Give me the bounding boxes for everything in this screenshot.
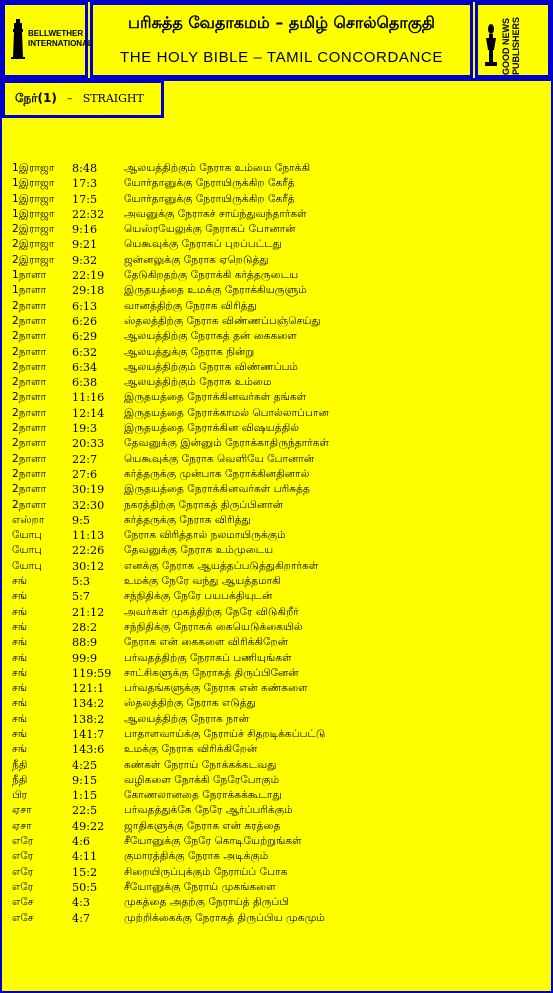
entry-reference: 143:6 (72, 743, 105, 757)
entry-text: ஆலயத்திற்கு நேராக நான் (124, 712, 249, 725)
entry-text: இருதயத்தை நேராக்கினவர்கள் தங்கள் (124, 391, 307, 404)
entry-reference: 30:19 (72, 483, 105, 497)
entry-book: சங் (12, 636, 28, 649)
entry-text: ஆலயத்திற்கும் நேராக உம்மை நோக்கி (124, 162, 311, 174)
list-item (12, 849, 542, 864)
entry-reference: 9:16 (72, 223, 98, 237)
list-item (12, 467, 542, 482)
entry-text: சீயோனுக்கு நேராய் முகங்களை (124, 880, 276, 893)
list-item (12, 268, 542, 283)
entry-book: எஸ்றா (12, 513, 45, 526)
entry-reference: 141:7 (72, 727, 105, 741)
list-item (12, 666, 542, 681)
list-item (12, 421, 542, 436)
entry-reference: 32:30 (72, 498, 105, 512)
entry-text: முகத்தை அதற்கு நேராய்த் திருப்பி (124, 896, 290, 909)
entry-text: ஸ்தலத்திற்கு நேராக எடுத்து (124, 697, 256, 710)
entry-book: 1இராஜா (12, 177, 55, 190)
entry-book: 2நாளா (12, 406, 47, 419)
headword-box (2, 80, 164, 118)
entry-text: யோர்தானுக்கு நேராயிருக்கிற கேரீத் (124, 177, 295, 190)
entry-book: 2நாளா (12, 498, 47, 511)
entry-reference: 15:2 (72, 865, 98, 879)
entry-book: நீதி (12, 773, 28, 786)
entry-book: ஏசா (12, 804, 32, 817)
entry-reference: 22:26 (72, 544, 105, 558)
entry-text: தேடுகிறதற்கு நேராக்கி கர்த்தருடைய (124, 269, 299, 282)
entry-book: 1நாளா (12, 284, 47, 297)
list-item (12, 605, 542, 620)
entry-reference: 22:32 (72, 207, 105, 221)
entry-book: சங் (12, 743, 28, 756)
entry-reference: 9:5 (72, 513, 91, 527)
bellwether-logo (2, 2, 93, 78)
entry-reference: 21:12 (72, 605, 105, 619)
entry-text: முற்றிக்கைக்கு நேராகத் திருப்பிய முகமும் (124, 911, 325, 924)
list-item (12, 329, 542, 344)
list-item (12, 574, 542, 589)
entry-text: வழிகளை நோக்கி நேரேபோகும் (124, 773, 280, 786)
entry-reference: 22:5 (72, 804, 98, 818)
list-item (12, 559, 542, 574)
list-item (12, 299, 542, 314)
entry-text: யோர்தானுக்கு நேராயிருக்கிற கேரீத் (124, 192, 295, 205)
entry-book: சங் (12, 682, 28, 695)
entry-reference: 4:7 (72, 911, 91, 925)
list-item (12, 222, 542, 237)
entry-reference: 5:3 (72, 575, 91, 589)
list-item (12, 712, 542, 727)
entry-reference: 20:33 (72, 437, 105, 451)
entry-text: கர்த்தருக்கு நேராக விரித்து (124, 513, 251, 526)
entry-text: வானத்திற்கு நேராக விரித்து (124, 299, 257, 312)
good-news-logo (475, 2, 551, 78)
entry-reference: 27:6 (72, 467, 98, 481)
entry-book: நீதி (12, 758, 28, 771)
entry-book: ஏசா (12, 819, 32, 832)
entry-text: சந்நிதிக்கு நேரே பயபக்தியுடன் (124, 590, 273, 603)
entry-book: யோபு (12, 529, 43, 542)
list-item (12, 819, 542, 834)
list-item (12, 834, 542, 849)
entry-reference: 11:16 (72, 391, 105, 405)
list-item (12, 758, 542, 773)
list-item (12, 192, 542, 207)
entry-reference: 121:1 (72, 682, 105, 696)
entry-text: ஜாதிகளுக்கு நேராக என் கரத்தை (124, 819, 281, 832)
entry-text: நகரத்திற்கு நேராகத் திருப்பினான் (124, 498, 284, 511)
list-item (12, 788, 542, 803)
concordance-list (12, 161, 542, 926)
list-item (12, 681, 542, 696)
entry-text: சந்நிதிக்கு நேராகக் கையெடுக்கையில் (124, 620, 303, 633)
entry-reference: 29:18 (72, 284, 105, 298)
list-item (12, 161, 542, 176)
entry-reference: 138:2 (72, 712, 105, 726)
bellwether-logo-line2: INTERNATIONAL (28, 39, 93, 48)
entry-book: எரே (12, 865, 34, 878)
list-item (12, 880, 542, 895)
headword-english: STRAIGHT (82, 92, 144, 105)
entry-book: எரே (12, 835, 34, 848)
list-item (12, 589, 542, 604)
entry-text: இருதயத்தை நேராக்கின விஷயத்தில் (124, 422, 300, 435)
list-item (12, 406, 542, 421)
list-item (12, 390, 542, 405)
entry-text: இருதயத்தை உமக்கு நேராக்கியருளும் (124, 284, 307, 297)
entry-reference: 1:15 (72, 789, 98, 803)
entry-reference: 6:34 (72, 360, 98, 374)
entry-reference: 50:5 (72, 880, 98, 894)
entry-text: உமக்கு நேரே வந்து ஆயத்தமாகி (124, 575, 281, 588)
entry-book: 2நாளா (12, 437, 47, 450)
tower-icon (11, 19, 25, 59)
entry-book: சங் (12, 727, 28, 740)
entry-text: உமக்கு நேராக விரிக்கிறேன் (124, 743, 258, 756)
entry-text: பர்வதத்திற்கு நேராகப் பணியுங்கள் (124, 651, 292, 664)
entry-text: தேவனுக்கு இன்னும் நேராக்காதிருந்தார்கள் (124, 437, 330, 450)
good-news-logo-line2: PUBLISHERS (511, 17, 521, 76)
entry-book: 2இராஜா (12, 253, 55, 266)
entry-reference: 12:14 (72, 406, 105, 420)
entry-book: எசே (12, 911, 34, 924)
headword-label (15, 91, 144, 107)
entry-text: கோணலானதை நேராக்கக்கூடாது (124, 789, 282, 802)
entry-reference: 22:19 (72, 269, 105, 283)
entry-text: பாதாளவாய்க்கு நேராய்ச் சிதறடிக்கப்பட்டு (124, 727, 326, 740)
entry-text: அவனுக்கு நேராகச் சாய்ந்துவந்தார்கள் (124, 207, 307, 220)
entry-reference: 6:29 (72, 330, 98, 344)
entry-book: 2நாளா (12, 376, 47, 389)
entry-text: ஆலயத்திற்கும் நேராக விண்ணப்பம் (124, 360, 299, 373)
entry-text: கண்கள் நேராய் நோக்கக்கடவது (124, 758, 277, 771)
entry-book: 1இராஜா (12, 192, 55, 205)
entry-book: சங் (12, 575, 28, 588)
entry-reference: 17:5 (72, 192, 98, 206)
entry-text: ஸ்தலத்திற்கு நேராக விண்ணப்பஞ்செய்து (124, 314, 321, 327)
entry-reference: 22:7 (72, 452, 98, 466)
list-item (12, 513, 542, 528)
entry-book: எரே (12, 880, 34, 893)
title-tamil: பரிசுத்த வேதாகமம் – தமிழ் சொல்தொகுதி (128, 13, 435, 32)
entry-book: 1நாளா (12, 269, 47, 282)
good-news-logo-mark (484, 17, 521, 75)
entry-text: யெஸ்ரயேலுக்கு நேராகப் போனான் (124, 223, 296, 236)
list-item (12, 498, 542, 513)
list-item (12, 375, 542, 390)
list-item (12, 773, 542, 788)
entry-text: ஆலயத்திற்கு நேராகத் தன் கைகளை (124, 330, 297, 343)
entry-book: சங் (12, 666, 28, 679)
entry-book: சங் (12, 697, 28, 710)
entry-book: 2இராஜா (12, 223, 55, 236)
list-item (12, 436, 542, 451)
entry-reference: 30:12 (72, 559, 105, 573)
entry-book: 2நாளா (12, 360, 47, 373)
list-item (12, 253, 542, 268)
entry-book: சங் (12, 620, 28, 633)
list-item (12, 360, 542, 375)
entry-book: யோபு (12, 559, 43, 572)
entry-book: 2நாளா (12, 452, 47, 465)
list-item (12, 452, 542, 467)
entry-reference: 19:3 (72, 422, 98, 436)
entry-reference: 5:7 (72, 590, 91, 604)
list-item (12, 803, 542, 818)
entry-text: பர்வதத்துக்கே நேரே ஆர்ப்பரிக்கும் (124, 804, 293, 817)
entry-book: யோபு (12, 544, 43, 557)
list-item (12, 651, 542, 666)
entry-book: 1இராஜா (12, 207, 55, 220)
entry-book: 2நாளா (12, 467, 47, 480)
entry-text: ஆலயத்திற்கும் நேராக உம்மை (124, 376, 272, 389)
entry-text: யெகூவுக்கு நேராக வெளியே போனான் (124, 452, 315, 465)
entry-book: 2நாளா (12, 314, 47, 327)
headword-tamil: நேர்(1) (15, 91, 57, 105)
entry-book: 2நாளா (12, 391, 47, 404)
title-english: THE HOLY BIBLE – TAMIL CONCORDANCE (120, 49, 443, 66)
entry-text: யெகூவுக்கு நேராகப் புறப்பட்டது (124, 238, 282, 251)
entry-text: கர்த்தருக்கு முன்பாக நேராக்கினதினால் (124, 467, 310, 480)
list-item (12, 283, 542, 298)
list-item (12, 742, 542, 757)
entry-book: 2நாளா (12, 299, 47, 312)
list-item (12, 696, 542, 711)
entry-text: ஆலயத்துக்கு நேராக நின்று (124, 345, 255, 358)
entry-text: இருதயத்தை நேராக்கினவர்கள் பரிசுத்த (124, 483, 310, 496)
entry-reference: 11:13 (72, 529, 105, 543)
entry-reference: 8:48 (72, 162, 98, 175)
list-item (12, 176, 542, 191)
list-item (12, 543, 542, 558)
entry-reference: 119:59 (72, 666, 112, 680)
bellwether-logo-line1: BELLWETHER (28, 29, 84, 38)
entry-book: சங் (12, 590, 28, 603)
entry-book: எசே (12, 896, 34, 909)
entry-text: அவர்கள் முகத்திற்கு நேரே விடுகிறீர் (124, 605, 299, 618)
list-item (12, 911, 542, 926)
bellwether-logo-mark (11, 19, 93, 59)
entry-text: ஜன்னலுக்கு நேராக ஏறெடுத்து (124, 253, 269, 266)
entry-reference: 134:2 (72, 697, 105, 711)
list-item (12, 895, 542, 910)
entry-reference: 4:3 (72, 896, 91, 910)
entry-book: பிர (12, 789, 28, 802)
entry-reference: 6:32 (72, 345, 98, 359)
list-item (12, 314, 542, 329)
entry-book: 2இராஜா (12, 238, 55, 251)
headword-separator: – (67, 92, 73, 105)
entry-reference: 28:2 (72, 620, 98, 634)
entry-text: சீயோனுக்கு நேரே கொடியேற்றுங்கள் (124, 835, 302, 848)
list-item (12, 620, 542, 635)
entry-reference: 4:11 (72, 850, 98, 864)
entry-reference: 99:9 (72, 651, 98, 665)
title-box (90, 2, 473, 78)
entry-reference: 17:3 (72, 177, 98, 191)
entry-book: 2நாளா (12, 483, 47, 496)
list-item (12, 482, 542, 497)
entry-book: 1இராஜா (12, 162, 55, 174)
entry-reference: 9:15 (72, 773, 98, 787)
list-item (12, 345, 542, 360)
entry-text: நேராக என் கைகளை விரிக்கிறேன் (124, 636, 289, 649)
entry-text: நேராக விரித்தால் நலமாயிருக்கும் (124, 529, 286, 542)
entry-text: தேவனுக்கு நேராக உம்முடைய (124, 544, 274, 557)
entry-reference: 4:6 (72, 835, 91, 849)
list-item (12, 635, 542, 650)
entry-reference: 6:13 (72, 299, 98, 313)
entry-reference: 9:32 (72, 253, 98, 267)
lamp-icon (484, 24, 498, 68)
entry-reference: 49:22 (72, 819, 105, 833)
entry-book: 2நாளா (12, 422, 47, 435)
entry-text: இருதயத்தை நேராக்காமல் பொல்லாப்பான (124, 406, 329, 419)
entry-text: சாட்சிகளுக்கு நேராகத் திருப்பினேன் (124, 666, 299, 679)
entry-reference: 9:21 (72, 238, 98, 252)
entry-book: சங் (12, 651, 28, 664)
entry-text: சிறையிருப்புக்கும் நேராய்ப் போக (124, 865, 288, 878)
good-news-logo-line1: GOOD NEWS (501, 18, 511, 76)
entry-reference: 6:38 (72, 376, 98, 390)
list-item (12, 237, 542, 252)
entry-text: குமாரத்திக்கு நேராக அடிக்கும் (124, 850, 269, 863)
entry-reference: 4:25 (72, 758, 98, 772)
list-item (12, 727, 542, 742)
entry-text: எனக்கு நேராக ஆயத்தப்படுத்துகிறார்கள் (124, 559, 319, 572)
list-item (12, 207, 542, 222)
list-item (12, 865, 542, 880)
list-item (12, 528, 542, 543)
entry-reference: 88:9 (72, 636, 98, 650)
entry-book: சங் (12, 712, 28, 725)
entry-book: சங் (12, 605, 28, 618)
entry-book: 2நாளா (12, 330, 47, 343)
entry-book: எரே (12, 850, 34, 863)
entry-reference: 6:26 (72, 314, 98, 328)
entry-text: பர்வதங்களுக்கு நேராக என் கண்களை (124, 682, 308, 695)
entry-book: 2நாளா (12, 345, 47, 358)
